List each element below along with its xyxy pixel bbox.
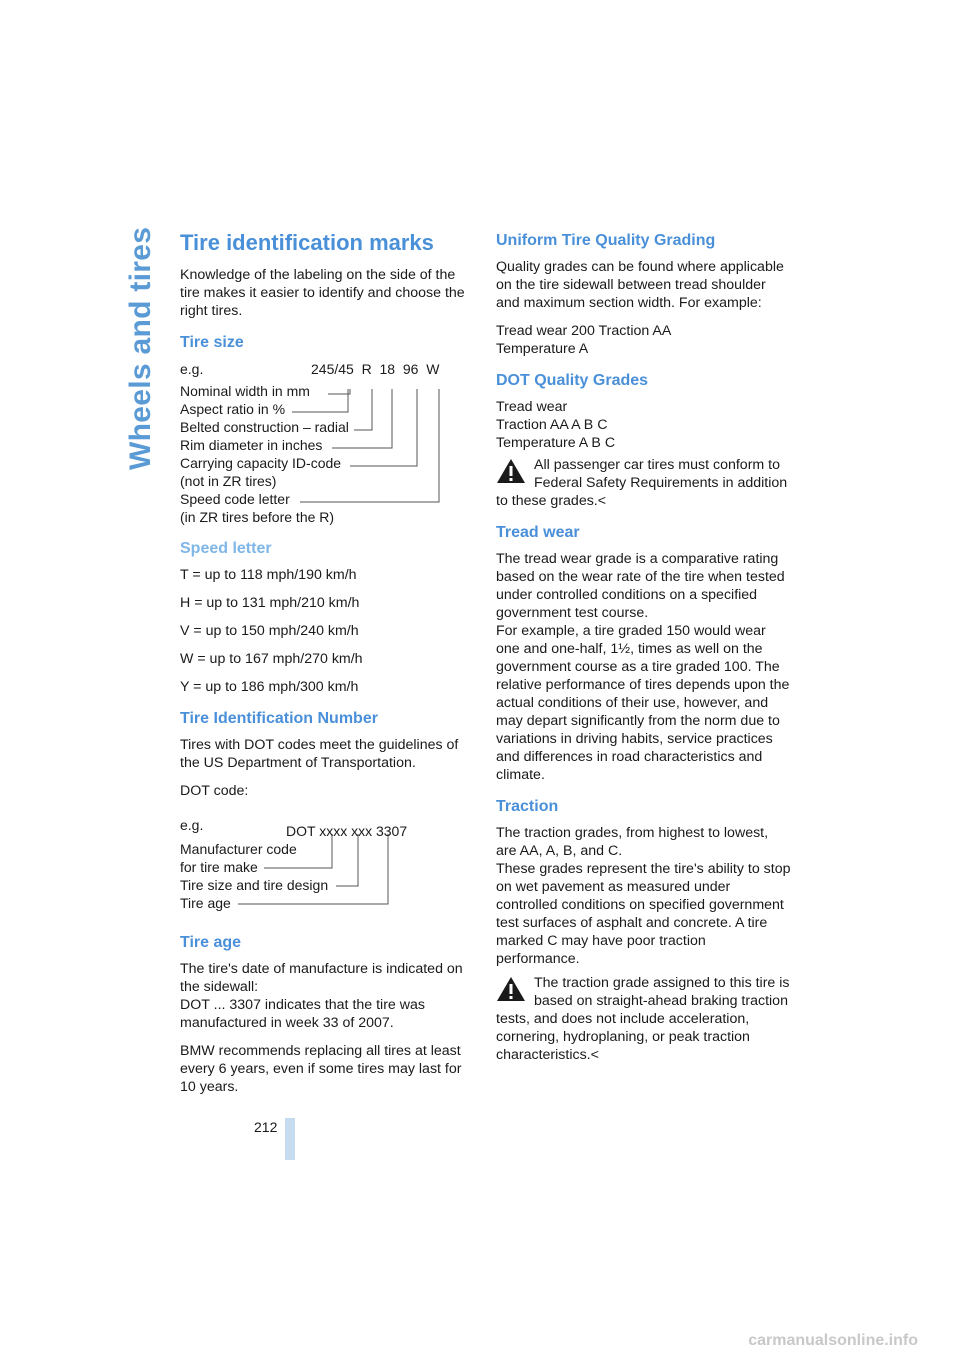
traction-paragraph-1: The traction grades, from highest to lowest, are AA, A, B, and C. [496,825,769,859]
section-title: Tire identification marks [180,230,434,255]
traction-warning-text-a: The traction grade assigned to this tire is based on straight-ahead braking traction [534,975,790,1009]
tire-age-paragraph-1b: DOT ... 3307 indicates that the tire was manufactured in week 33 of 2007. [180,997,425,1031]
label-belted-construction: Belted construction – radial [180,419,349,435]
label-speed-code: Speed code letter [180,491,290,507]
label-for-tire-make: for tire make [180,859,258,875]
warning-icon [496,458,526,484]
label-not-zr: (not in ZR tires) [180,473,277,489]
label-rim-diameter: Rim diameter in inches [180,437,323,453]
speed-letter-w: W = up to 167 mph/270 km/h [180,651,363,667]
label-nominal-width: Nominal width in mm [180,383,310,399]
tire-age-paragraph-1a: The tire's date of manufacture is indicated on the sidewall: [180,961,463,995]
warning-icon [496,976,526,1002]
traction-paragraph-2: These grades represent the tire's ability to stop on wet pavement as measured under controlled conditions on specified government test surfaces of asphalt and concrete. A tire marked C may have poor traction performance. [496,861,791,967]
label-zr-before-r: (in ZR tires before the R) [180,509,335,525]
label-tire-size-design: Tire size and tire design [180,877,329,893]
chapter-side-tab [118,215,158,485]
traction-warning-text-b: tests, and does not include acceleration, cornering, hydroplaning, or peak traction characteristics.< [496,1011,750,1063]
footer-watermark: carmanualsonline.info [748,1332,918,1349]
label-aspect-ratio: Aspect ratio in % [180,401,286,417]
tire-size-eg: e.g. [180,361,204,377]
tread-wear-heading: Tread wear [496,524,580,541]
traction-heading: Traction [496,798,559,815]
dot-code: DOT xxxx xxx 3307 [286,823,408,839]
label-manufacturer-code: Manufacturer code [180,841,297,857]
tin-heading: Tire Identification Number [180,710,378,727]
dot-warning-text-a: All passenger car tires must conform to Federal Safety Requirements in addition [534,457,788,491]
label-carrying-capacity: Carrying capacity ID-code [180,455,342,471]
utqg-example-1: Tread wear 200 Traction AA [496,323,672,339]
speed-letter-y: Y = up to 186 mph/300 km/h [180,679,359,695]
left-column [180,226,475,1106]
dot-grade-temperature: Temperature A B C [496,435,616,451]
tire-age-paragraph-2: BMW recommends replacing all tires at least every 6 years, even if some tires may last for 10 years. [180,1043,462,1095]
page-number-bar [285,1118,295,1160]
dot-warning-note [496,456,791,510]
utqg-example-2: Temperature A [496,341,589,357]
dot-code-diagram [180,816,475,912]
tire-age-heading: Tire age [180,934,242,951]
dot-code-label: DOT code: [180,783,249,799]
speed-letter-v: V = up to 150 mph/240 km/h [180,623,359,639]
intro-paragraph: Knowledge of the labeling on the side of the tire makes it easier to identify and choose the right tires. [180,267,465,319]
utqg-paragraph: Quality grades can be found where applicable on the tire sidewall between tread shoulder and maximum section width. For example: [496,259,784,311]
utqg-heading: Uniform Tire Quality Grading [496,232,716,249]
right-column [496,226,791,1074]
dot-warning-text-b: to these grades.< [496,493,607,509]
dot-eg: e.g. [180,817,204,833]
tin-paragraph: Tires with DOT codes meet the guidelines of the US Department of Transportation. [180,737,459,771]
chapter-title: Wheels and tires [124,226,157,470]
speed-letter-h: H = up to 131 mph/210 km/h [180,595,360,611]
dot-grade-traction: Traction AA A B C [496,417,608,433]
dot-grade-tread-wear: Tread wear [496,399,568,415]
traction-warning-note [496,974,791,1064]
dot-grades-heading: DOT Quality Grades [496,372,649,389]
tread-wear-paragraph-2: For example, a tire graded 150 would wear one and one-half, 1½, times as well on the government course as a tire graded 100. The relative performance of tires depends upon the actual conditions of their use, however, and may depart significantly from the norm due to variations in driving habits, service practices and differences in road characteristics and climate. [496,623,790,783]
tire-size-code: 245/45 R 18 96 W [311,361,440,377]
tire-size-diagram [180,360,475,525]
page-number: 212 [254,1119,278,1135]
speed-letter-t: T = up to 118 mph/190 km/h [180,567,357,583]
tire-size-heading: Tire size [180,334,244,351]
tread-wear-paragraph-1: The tread wear grade is a comparative rating based on the wear rate of the tire when tested under controlled conditions on a specified government test course. [496,551,785,621]
label-tire-age: Tire age [180,895,231,911]
speed-letter-heading: Speed letter [180,540,272,557]
